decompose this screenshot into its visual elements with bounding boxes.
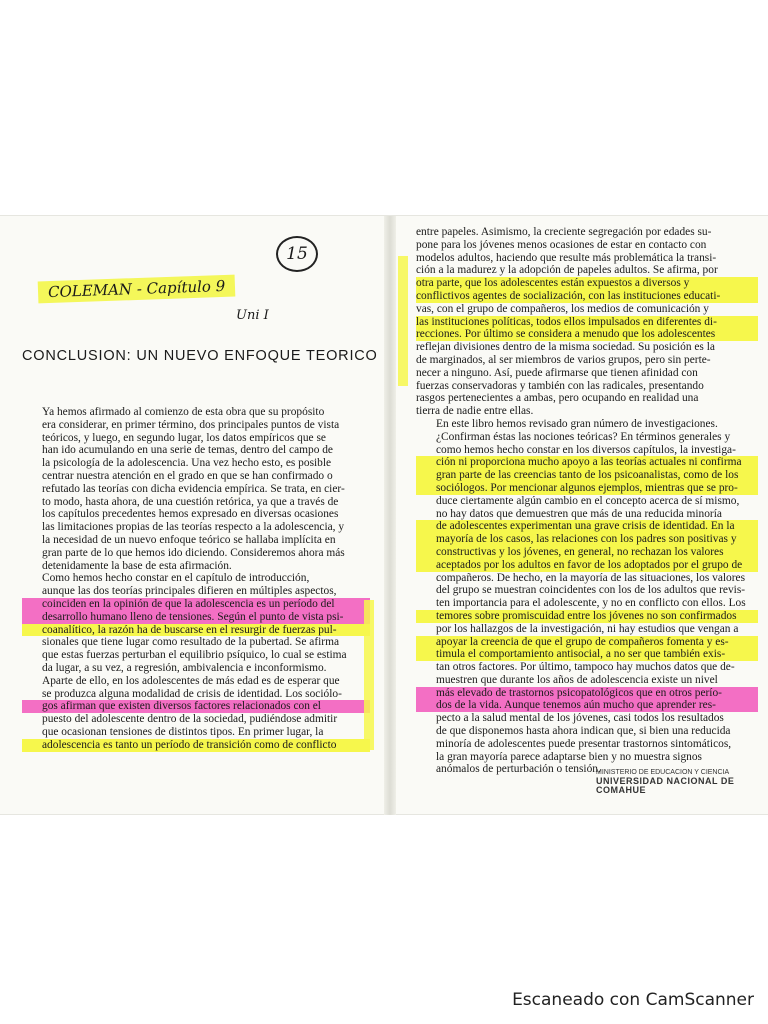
paragraph [22, 406, 370, 572]
paragraph [416, 418, 758, 776]
page-number-note: 15 [276, 236, 318, 272]
highlighted-line: de adolescentes experimentan una grave crisis de identidad. En la [416, 520, 758, 533]
text-line: de que disponemos hasta ahora indican que, si bien una reducida [436, 725, 731, 738]
highlighted-line: sociólogos. Por mencionar algunos ejemplos, mientras que se pro- [416, 482, 758, 495]
text-line: muestren que durante los años de adolescencia existe un nivel [436, 673, 718, 686]
text-line: fuerzas conservadoras y también con las radicales, presentando [416, 379, 704, 392]
highlighted-line: desarrollo humano lleno de tensiones. Según el punto de vista psi- [22, 611, 370, 624]
text-line: pone para los jóvenes menos ocasiones de estar en contacto con [416, 238, 707, 251]
highlighted-line: apoyar la creencia de que el grupo de compañeros fomenta y es- [416, 636, 758, 649]
text-line: da lugar, a su vez, a regresión, ambivalencia e inconformismo. [42, 661, 327, 674]
text-line: duce ciertamente algún cambio en el concepto acerca de sí mismo, [436, 494, 740, 507]
text-line: pecto a la salud mental de los jóvenes, casi todos los resultados [436, 712, 724, 725]
text-line: teóricos, y luego, en segundo lugar, los datos empíricos que se [42, 431, 326, 444]
text-line: se produzca alguna modalidad de crisis de identidad. Los sociólo- [42, 687, 342, 700]
text-line: por los hallazgos de la investigación, ni hay estudios que vengan a [436, 622, 739, 635]
university-stamp [596, 768, 756, 795]
chapter-handwritten-note: COLEMAN - Capítulo 9 [38, 275, 236, 304]
left-body-text [22, 406, 370, 752]
text-line: centrar nuestra atención en el grado en que se han confirmado o [42, 469, 333, 482]
text-line: Como hemos hecho constar en el capítulo de introducción, [42, 572, 310, 585]
text-line: aunque las dos teorías principales difieren en múltiples aspectos, [42, 585, 337, 598]
text-line: del grupo se muestran coincidentes con los de los adultos que revis- [436, 584, 746, 597]
text-line: la gran mayoría parece adaptarse bien y no muestra signos [436, 750, 702, 763]
highlighted-line: recciones. Por último se considera a menudo que los adolescentes [416, 328, 758, 341]
highlighted-line: timula el comportamiento antisocial, a no ser que también exis- [416, 648, 758, 661]
text-line: los capítulos precedentes hemos expresado en diversas ocasiones [42, 508, 339, 521]
text-line: Ya hemos afirmado al comienzo de esta obra que su propósito [42, 406, 325, 418]
highlighted-line: aceptados por los adultos en favor de los adoptados por el grupo de [416, 559, 758, 572]
highlighted-line: conflictivos agentes de socialización, con las instituciones educati- [416, 290, 758, 303]
text-line: era considerar, en primer término, dos principales puntos de vista [42, 418, 340, 431]
highlighted-line: las instituciones políticas, todos ellos impulsados en diferentes di- [416, 316, 758, 329]
text-line: que ocasionan tensiones de distintos tipos. En primer lugar, la [42, 725, 324, 738]
text-line: gran parte de lo que hemos ido diciendo. Consideremos ahora más [42, 546, 345, 559]
text-line: no hay datos que demuestren que más de una reducida minoría [436, 507, 722, 520]
text-line: la necesidad de un nuevo enfoque teórico se hallaba implícita en [42, 533, 336, 546]
stamp-line: UNIVERSIDAD NACIONAL DE COMAHUE [596, 776, 735, 795]
text-line: las limitaciones propias de las teorías respecto a la adolescencia, y [42, 521, 345, 534]
text-line: modelos adultos, haciendo que resulte más problemática la transi- [416, 251, 717, 264]
text-line: entre papeles. Asimismo, la creciente segregación por edades su- [416, 226, 712, 238]
text-line: refutado las teorías con dicha evidencia empírica. Se trata, en cier- [42, 482, 345, 495]
book-gutter [384, 216, 396, 816]
text-line: ción a la madurez y la adopción de papeles adultos. Se afirma, por [416, 264, 718, 277]
text-line: la psicología de la adolescencia. Una vez hecho esto, es posible [42, 457, 332, 470]
text-line: de marginados, al ser miembros de varios grupos, pero sin perte- [416, 353, 711, 366]
right-page [396, 216, 768, 816]
margin-highlight-mark [364, 600, 374, 750]
text-line: detenidamente la base de esta afirmación. [42, 559, 232, 572]
highlighted-line: coinciden en la opinión de que la adolescencia es un período del [22, 598, 370, 611]
left-page [0, 216, 384, 816]
stamp-line: MINISTERIO DE EDUCACION Y CIENCIA [596, 769, 730, 776]
unit-handwritten-note: Uni I [236, 308, 269, 323]
text-line: vas, con el grupo de compañeros, los medios de comunicación y [416, 302, 709, 315]
text-line: que estas fuerzas perturban el equilibrio psíquico, lo cual se estima [42, 649, 347, 662]
highlighted-line: gos afirman que existen diversos factores relacionados con el [22, 700, 370, 713]
text-line: tan otros factores. Por último, tampoco hay muchos datos que de- [436, 661, 735, 674]
text-line: compañeros. De hecho, en la mayoría de las situaciones, los valores [436, 571, 746, 584]
paragraph [416, 226, 758, 418]
highlighted-line: ción ni proporciona mucho apoyo a las teorías actuales ni confirma [416, 456, 758, 469]
text-line: minoría de adolescentes puede presentar trastornos sintomáticos, [436, 737, 732, 750]
text-line: to modo, hasta ahora, de una cuestión retórica, ya que a través de [42, 495, 339, 508]
highlighted-line: más elevado de trastornos psicopatológicos que en otros perío- [416, 687, 758, 700]
right-body-text [416, 226, 758, 776]
text-line: reflejan divisiones dentro de la misma sociedad. Su posición es la [416, 341, 715, 354]
text-line: ¿Confirman éstas las nociones teóricas? En términos generales y [436, 430, 731, 443]
text-line: sionales que tiene lugar como resultado de la pubertad. Se afirma [42, 636, 340, 649]
text-line: han ido acumulando en una serie de temas, dentro del campo de [42, 444, 333, 457]
highlighted-line: constructivas y los jóvenes, en general, no rechazan los valores [416, 546, 758, 559]
text-line: ten importancia para el adolescente, y no en conflicto con ellos. Los [436, 597, 746, 610]
highlighted-line: temores sobre promiscuidad entre los jóvenes no son confirmados [416, 610, 758, 623]
top-margin [0, 0, 768, 215]
highlighted-line: dos de la vida. Aunque tenemos aún mucho que aprender res- [416, 699, 758, 712]
text-line: necer a ninguno. Así, puede afirmarse que tienen afinidad con [416, 366, 698, 379]
paragraph [22, 572, 370, 751]
highlighted-line: gran parte de las creencias tanto de los psicoanalistas, como de los [416, 469, 758, 482]
highlighted-line: adolescencia es tanto un período de transición como de conflicto [22, 739, 370, 752]
scanned-book-spread [0, 215, 768, 815]
chapter-title: CONCLUSION: UN NUEVO ENFOQUE TEORICO [22, 348, 378, 364]
text-line: anómalos de perturbación o tensión. [436, 763, 601, 776]
margin-highlight-mark [398, 256, 408, 386]
highlighted-line: mayoría de los casos, las relaciones con los padres son positivas y [416, 533, 758, 546]
text-line: tierra de nadie entre ellas. [416, 405, 534, 418]
text-line: puesto del adolescente dentro de la sociedad, pudiéndose admitir [42, 713, 338, 726]
text-line: Aparte de ello, en los adolescentes de más edad es de esperar que [42, 674, 340, 687]
text-line: rasgos pertenecientes a ambas, pero ocupando en realidad una [416, 392, 699, 405]
text-line: como hemos hecho constar en los diversos capítulos, la investiga- [436, 443, 736, 456]
text-line: En este libro hemos revisado gran número de investigaciones. [436, 417, 718, 430]
highlighted-line: otra parte, que los adolescentes están expuestos a diversos y [416, 277, 758, 290]
camscanner-watermark: Escaneado con CamScanner [512, 990, 754, 1010]
highlighted-line: coanalítico, la razón ha de buscarse en el resurgir de fuerzas pul- [22, 624, 370, 637]
